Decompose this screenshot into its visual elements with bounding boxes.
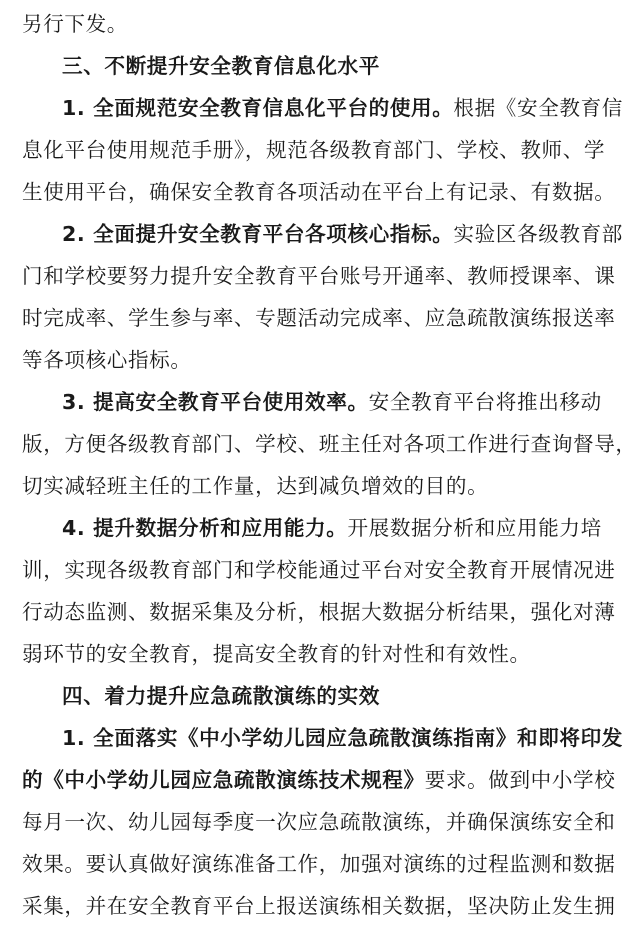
text-line bbox=[22, 172, 615, 212]
text-line-content: 版，方便各级教育部门、学校、班主任对各项工作进行查询督导， bbox=[22, 432, 637, 456]
text-line bbox=[22, 298, 615, 338]
text-line bbox=[22, 424, 637, 464]
text-line bbox=[22, 844, 615, 884]
paragraph-text: 根据《安全教育信 bbox=[453, 96, 623, 120]
paragraph-lead-bold: 1. 全面规范安全教育信息化平台的使用。 bbox=[62, 96, 454, 120]
paragraph-text: 要求。做到中小学校 bbox=[424, 768, 616, 792]
text-line-content: 切实减轻班主任的工作量，达到减负增效的目的。 bbox=[22, 474, 489, 498]
text-line bbox=[22, 340, 192, 380]
text-line bbox=[22, 886, 615, 926]
text-line bbox=[22, 4, 128, 44]
section-heading-4 bbox=[62, 676, 380, 716]
text-line bbox=[22, 256, 615, 296]
text-line-content: 时完成率、学生参与率、专题活动完成率、应急疏散演练报送率 bbox=[22, 306, 616, 330]
paragraph-5-line-1 bbox=[62, 718, 623, 758]
paragraph-4-line-1 bbox=[62, 508, 602, 548]
paragraph-lead-bold: 1. 全面落实《中小学幼儿园应急疏散演练指南》和即将印发 bbox=[62, 726, 623, 750]
paragraph-3-line-1 bbox=[62, 382, 602, 422]
paragraph-lead-bold: 3. 提高安全教育平台使用效率。 bbox=[62, 390, 369, 414]
paragraph-2-line-1 bbox=[62, 214, 623, 254]
section-heading-text: 三、不断提升安全教育信息化水平 bbox=[62, 54, 380, 78]
text-line bbox=[22, 466, 488, 506]
text-line bbox=[22, 802, 615, 842]
paragraph-lead-bold: 2. 全面提升安全教育平台各项核心指标。 bbox=[62, 222, 454, 246]
paragraph-text: 实验区各级教育部 bbox=[453, 222, 623, 246]
paragraph-lead-bold: 4. 提升数据分析和应用能力。 bbox=[62, 516, 348, 540]
paragraph-text: 开展数据分析和应用能力培 bbox=[347, 516, 602, 540]
text-line-content: 行动态监测、数据采集及分析，根据大数据分析结果，强化对薄 bbox=[22, 600, 616, 624]
text-line-content: 另行下发。 bbox=[22, 12, 128, 36]
text-line-content: 等各项核心指标。 bbox=[22, 348, 192, 372]
text-line-content: 训，实现各级教育部门和学校能通过平台对安全教育开展情况进 bbox=[22, 558, 616, 582]
text-line-content: 效果。要认真做好演练准备工作，加强对演练的过程监测和数据 bbox=[22, 852, 616, 876]
paragraph-1-line-1 bbox=[62, 88, 623, 128]
text-line-content: 弱环节的安全教育，提高安全教育的针对性和有效性。 bbox=[22, 642, 531, 666]
text-line-content: 门和学校要努力提升安全教育平台账号开通率、教师授课率、课 bbox=[22, 264, 616, 288]
text-line bbox=[22, 634, 531, 674]
text-line bbox=[22, 130, 605, 170]
section-heading-3 bbox=[62, 46, 380, 86]
paragraph-5-line-2 bbox=[22, 760, 615, 800]
paragraph-text: 安全教育平台将推出移动 bbox=[368, 390, 602, 414]
section-heading-text: 四、着力提升应急疏散演练的实效 bbox=[62, 684, 380, 708]
text-line-content: 生使用平台，确保安全教育各项活动在平台上有记录、有数据。 bbox=[22, 180, 616, 204]
text-line-content: 每月一次、幼儿园每季度一次应急疏散演练，并确保演练安全和 bbox=[22, 810, 616, 834]
text-line bbox=[22, 592, 615, 632]
text-line-content: 息化平台使用规范手册》，规范各级教育部门、学校、教师、学 bbox=[22, 138, 606, 162]
paragraph-lead-bold: 的《中小学幼儿园应急疏散演练技术规程》 bbox=[22, 768, 425, 792]
text-line bbox=[22, 550, 615, 590]
text-line-content: 采集，并在安全教育平台上报送演练相关数据，坚决防止发生拥 bbox=[22, 894, 616, 918]
